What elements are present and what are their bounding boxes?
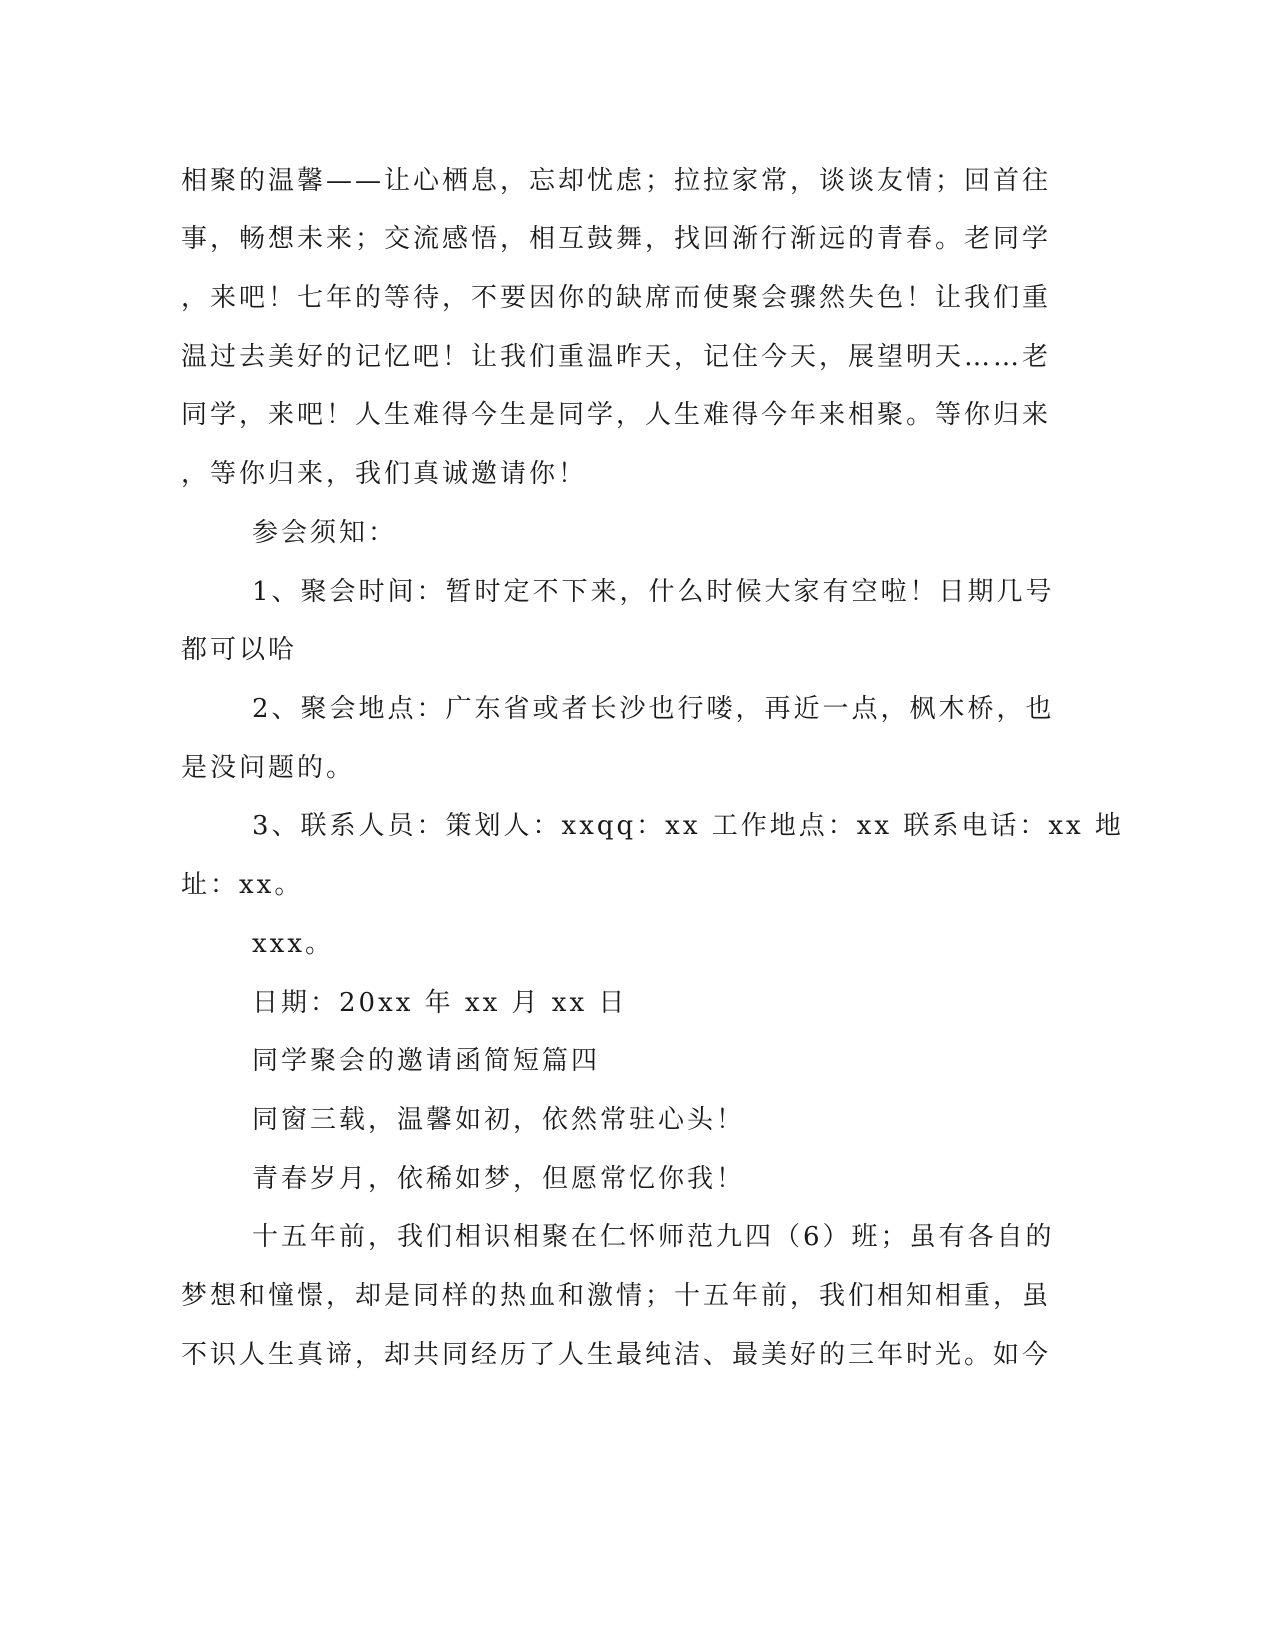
notice-item: 2、聚会地点：广东省或者长沙也行喽，再近一点，枫木桥，也 (252, 694, 1055, 724)
paragraph-line: 相聚的温馨——让心栖息，忘却忧虑；拉拉家常，谈谈友情；回首往 (181, 166, 1052, 196)
paragraph-line: ，等你归来，我们真诚邀请你！ (181, 459, 588, 489)
paragraph-line: 温过去美好的记忆吧！让我们重温昨天，记住今天，展望明天……老 (181, 342, 1052, 372)
notice-item-continued: 是没问题的。 (181, 753, 356, 783)
paragraph-line: 同学，来吧！人生难得今生是同学，人生难得今年来相聚。等你归来 (181, 400, 1052, 430)
paragraph-line: 梦想和憧憬，却是同样的热血和激情；十五年前，我们相知相重，虽 (181, 1281, 1052, 1311)
notice-item-continued: 都可以哈 (181, 635, 298, 665)
section-heading: 参会须知： (252, 518, 398, 548)
signature-line: xxx。 (252, 929, 334, 959)
paragraph-line: 事，畅想未来；交流感悟，相互鼓舞，找回渐行渐远的青春。老同学 (181, 224, 1052, 254)
section-title: 同学聚会的邀请函简短篇四 (252, 1046, 601, 1076)
paragraph-line: 不识人生真谛，却共同经历了人生最纯洁、最美好的三年时光。如今 (181, 1340, 1052, 1370)
paragraph-line: ，来吧！七年的等待，不要因你的缺席而使聚会骤然失色！让我们重 (181, 283, 1052, 313)
notice-item: 3、联系人员：策划人：xxqq：xx 工作地点：xx 联系电话：xx 地 (252, 811, 1124, 841)
notice-item: 1、聚会时间：暂时定不下来，什么时候大家有空啦！日期几号 (252, 577, 1055, 607)
date-line: 日期：20xx 年 xx 月 xx 日 (252, 988, 628, 1018)
paragraph-line: 同窗三载，温馨如初，依然常驻心头！ (252, 1105, 746, 1135)
notice-item-continued: 址：xx。 (181, 870, 304, 900)
paragraph-line: 十五年前，我们相识相聚在仁怀师范九四（6）班；虽有各自的 (252, 1222, 1055, 1252)
paragraph-line: 青春岁月，依稀如梦，但愿常忆你我！ (252, 1164, 746, 1194)
